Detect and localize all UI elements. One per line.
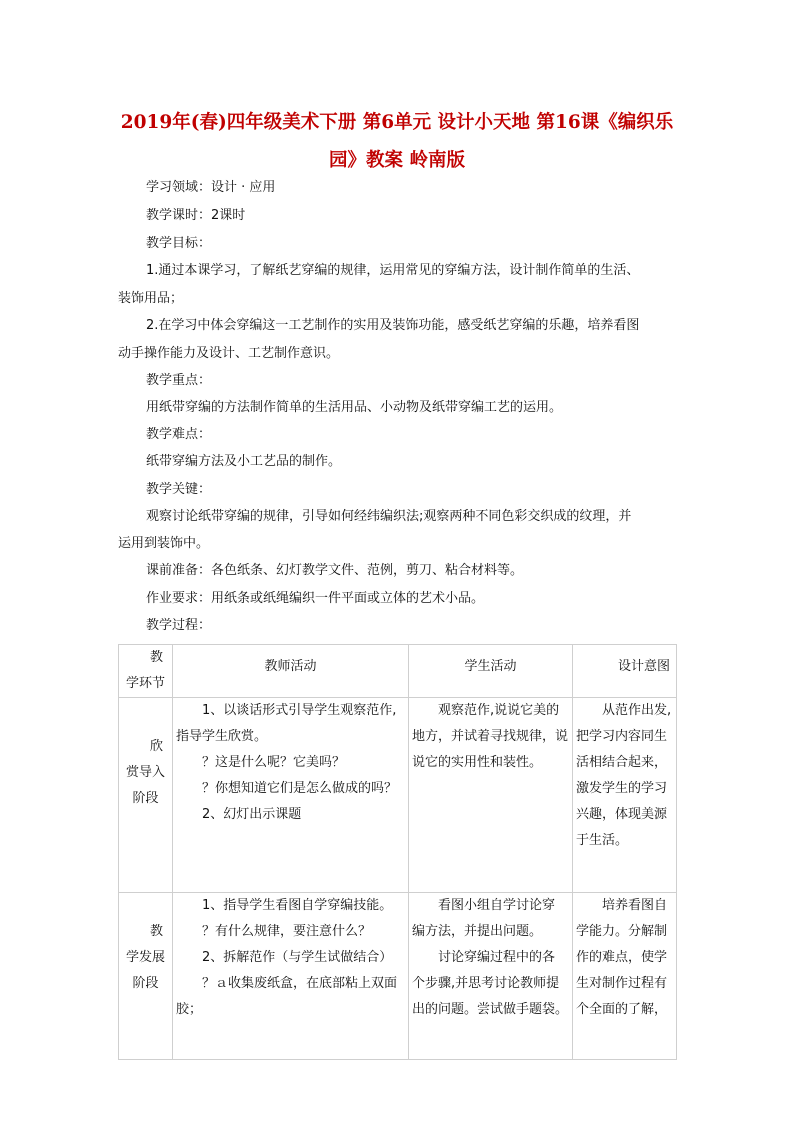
row2-intent-line-5: 个全面的了解， [576,1002,668,1017]
row1-intent-line-6: 于生活。 [576,833,629,848]
header-stage-line-1: 教 [149,650,163,665]
goal2-line-b: 动手操作能力及设计、工艺制作意识。 [118,346,340,361]
row2-student-line-3: 讨论穿编过程中的各 [412,950,556,965]
header-stage-line-2: 学环节 [125,676,165,691]
field-hours: 教学课时：2课时 [146,208,246,223]
header-stage [119,645,173,698]
crux-line-a: 观察讨论纸带穿编的规律，引导如何经纬编织法;观察两种不同色彩交织成的纹理，并 [146,509,632,524]
row2-stage-line-2: 学发展 [125,950,165,965]
key-text: 用纸带穿编的方法制作简单的生活用品、小动物及纸带穿编工艺的运用。 [146,400,563,415]
row2-stage [119,893,173,1060]
row1-teacher [173,698,409,893]
row1-stage-line-1: 欣 [149,739,163,754]
row1-student-line-1: 观察范作,说说它美的 [412,703,560,718]
difficulty-text: 纸带穿编方法及小工艺品的制作。 [146,454,342,469]
row1-student [409,698,573,893]
header-intent: 设计意图 [573,645,677,698]
table-header-row [119,645,677,698]
row2-student-line-4: 个步骤,并思考讨论教师提 [412,976,560,991]
row2-intent-line-4: 生对制作过程有 [576,976,668,991]
row2-teacher-line-4: ？ａ收集废纸盒，在底部粘上双面 [176,976,398,991]
process-table [118,644,677,1060]
row1-intent [573,698,677,893]
row1-teacher-line-5: 2、幻灯出示课题 [176,807,302,822]
preparation: 课前准备：各色纸条、幻灯教学文件、范例，剪刀、粘合材料等。 [146,563,524,578]
row2-student-line-2: 编方法，并提出问题。 [412,924,543,939]
row1-teacher-line-2: 指导学生欣赏。 [176,729,268,744]
row2-teacher-line-3: 2、拆解范作（与学生试做结合） [176,950,393,965]
row1-teacher-line-1: 1、以谈话形式引导学生观察范作, [176,703,397,718]
row1-student-line-3: 说它的实用性和装性。 [412,755,543,770]
goal-heading: 教学目标： [146,236,212,251]
table-row [119,893,677,1060]
goal2-line-a: 2.在学习中体会穿编这一工艺制作的实用及装饰功能，感受纸艺穿编的乐趣，培养看图 [146,318,640,333]
row2-teacher-line-2: ？有什么规律，要注意什么？ [176,924,372,939]
document-title [110,104,684,180]
crux-heading: 教学关键： [146,482,212,497]
row1-intent-line-2: 把学习内容同生 [576,729,668,744]
title-line-1: 2019年(春)四年级美术下册 第6单元 设计小天地 第16课《编织乐 [120,112,674,133]
key-heading: 教学重点： [146,373,212,388]
row2-intent-line-1: 培养看图自 [576,898,668,913]
row2-student-line-1: 看图小组自学讨论穿 [412,898,556,913]
difficulty-heading: 教学难点： [146,427,212,442]
row1-stage [119,698,173,893]
crux-line-b: 运用到装饰中。 [118,536,210,551]
goal1-line-b: 装饰用品； [118,291,184,306]
row2-intent-line-3: 作的难点，使学 [576,950,668,965]
row1-intent-line-3: 活相结合起来， [576,755,668,770]
field-domain: 学习领域：设计 · 应用 [146,180,276,195]
row1-intent-line-4: 激发学生的学习 [576,781,668,796]
title-line-2: 园》教案 岭南版 [329,150,465,171]
row2-stage-line-1: 教 [149,924,163,939]
header-student: 学生活动 [409,645,573,698]
row1-intent-line-5: 兴趣，体现美源 [576,807,668,822]
row1-intent-line-1: 从范作出发, [576,703,672,718]
goal1-line-a: 1.通过本课学习，了解纸艺穿编的规律，运用常见的穿编方法，设计制作简单的生活、 [146,263,640,278]
row1-stage-line-2: 赏导入 [125,765,165,780]
header-teacher: 教师活动 [173,645,409,698]
row2-student-line-5: 出的问题。尝试做手题袋。 [412,1002,569,1017]
row2-teacher-line-5: 胶； [176,1002,203,1017]
row2-stage-line-3: 阶段 [132,976,159,991]
row2-teacher [173,893,409,1060]
row1-stage-line-3: 阶段 [132,791,159,806]
row2-student [409,893,573,1060]
row2-intent [573,893,677,1060]
row1-teacher-line-3: ？这是什么呢？它美吗？ [176,755,346,770]
row2-teacher-line-1: 1、指导学生看图自学穿编技能。 [176,898,393,913]
row2-intent-line-2: 学能力。分解制 [576,924,668,939]
table-row [119,698,677,893]
row1-teacher-line-4: ？你想知道它们是怎么做成的吗？ [176,781,398,796]
row1-student-line-2: 地方，并试着寻找规律，说 [412,729,569,744]
process-heading: 教学过程： [146,618,212,633]
homework: 作业要求：用纸条或纸绳编织一件平面或立体的艺术小品。 [146,591,485,606]
